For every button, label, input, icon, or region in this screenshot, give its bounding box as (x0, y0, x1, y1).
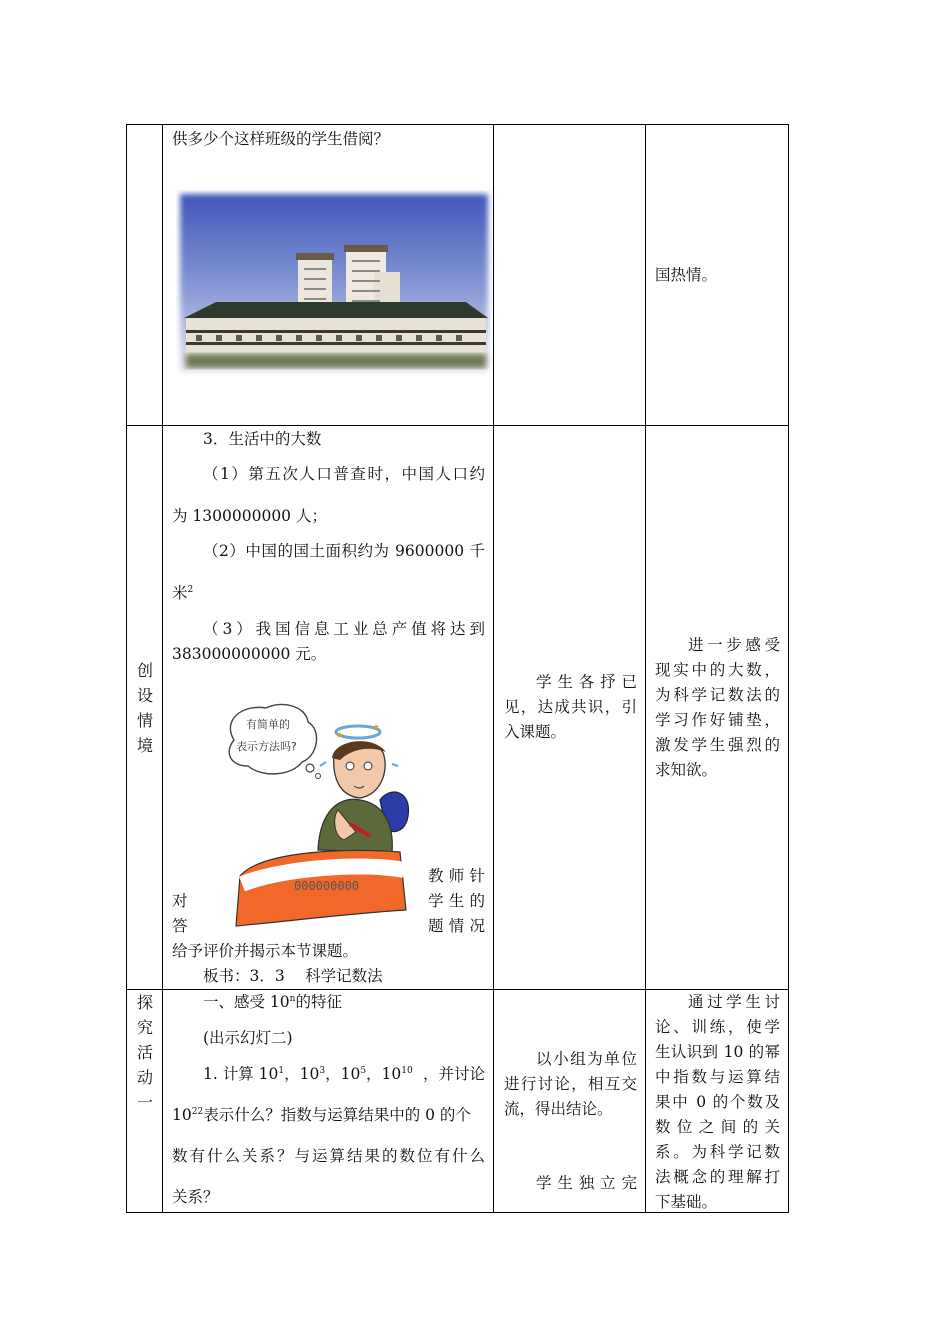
wrap-left-line3: 答 (172, 917, 188, 935)
purpose-line5: 激发学生强烈的 (655, 736, 780, 754)
row1-question-text: 供多少个这样班级的学生借阅？ (172, 130, 390, 148)
svg-text:★: ★ (336, 731, 345, 741)
svg-text:★: ★ (372, 723, 381, 733)
column-divider (162, 125, 163, 1212)
purpose3-line4: 中指数与运算结 (655, 1068, 780, 1086)
bubble-text-line1: 有简单的 (246, 718, 290, 731)
wrap-left-line2: 对 (172, 892, 188, 910)
evaluation-text: 给予评价并揭示本节课题。 (172, 942, 359, 960)
big-numbers-heading: 3．生活中的大数 (203, 430, 322, 448)
purpose3-line6: 数位之间的关 (655, 1118, 780, 1136)
purpose-line6: 求知欲。 (655, 761, 718, 779)
student-activity-line1: 学生各抒已 (536, 673, 637, 691)
slide-note: (出示幻灯二) (203, 1029, 293, 1047)
item3-line-a: （3）我国信息工业总产值将达到 (203, 620, 485, 638)
question-line1: 1. 计算 $10^1$，$10^3$，$10^5$，$10^{10}$ ，并讨论 (203, 1065, 485, 1083)
independent-work-line: 学生独立完 (536, 1174, 637, 1192)
bubble-text-line2: 表示方法吗? (236, 740, 297, 753)
purpose-line1: 进一步感受 (688, 636, 780, 654)
group-discussion-line3: 流，得出结论。 (504, 1100, 613, 1118)
question-line4: 关系？ (172, 1188, 219, 1206)
student-activity-line3: 入课题。 (504, 723, 567, 741)
item1-line-b: 为 1300000000 人； (172, 507, 327, 525)
item3-line-b: 383000000000 元。 (172, 645, 327, 663)
column-divider (645, 125, 646, 1212)
thinking-student-cartoon (222, 700, 410, 930)
purpose3-line8: 法概念的理解打 (655, 1168, 780, 1186)
purpose3-line7: 系。为科学记数 (655, 1143, 780, 1161)
wrap-right-line3: 题情况 (428, 917, 485, 935)
purpose3-line5: 果中 0 的个数及 (655, 1093, 780, 1111)
item1-line-a: （1）第五次人口普查时，中国人口约 (203, 465, 485, 483)
purpose3-line3: 生认识到 10 的幂 (655, 1043, 780, 1061)
group-discussion-line1: 以小组为单位 (536, 1050, 637, 1068)
purpose-line2: 现实中的大数， (655, 661, 780, 679)
purpose3-line2: 论、训练，使学 (655, 1018, 780, 1036)
purpose3-line1: 通过学生讨 (688, 993, 780, 1011)
purpose-line3: 为科学记数法的 (655, 686, 780, 704)
purpose3-line9: 下基础。 (655, 1193, 718, 1211)
wrap-right-line1: 教师针 (428, 867, 485, 885)
group-discussion-line2: 进行讨论，相互交 (504, 1075, 637, 1093)
row1-purpose-text: 国热情。 (655, 266, 718, 284)
row-divider (127, 425, 788, 426)
item2-line-b: 米$^2$ (172, 584, 194, 602)
cartoon-digits: 000000000 (294, 879, 360, 893)
power-of-ten-heading: 一、感受 10$^n$的特征 (203, 993, 342, 1011)
wrap-right-line2: 学生的 (428, 892, 485, 910)
question-line2: $10^{22}$表示什么？指数与运算结果中的 0 的个 (172, 1106, 471, 1124)
student-activity-line2: 见，达成共识，引 (504, 698, 637, 716)
column-divider (493, 125, 494, 1212)
item2-line-a: （2）中国的国土面积约为 9600000 千 (203, 542, 485, 560)
blackboard-title: 板书：3．3 科学记数法 (203, 967, 383, 985)
library-building-photo (176, 190, 492, 376)
question-line3: 数有什么关系？与运算结果的数位有什么 (172, 1147, 485, 1165)
stage-label-create-scenario: 创设情境 (136, 661, 153, 755)
purpose-line4: 学习作好铺垫， (655, 711, 780, 729)
stage-label-inquiry-activity-1: 探究活动一 (136, 993, 153, 1112)
